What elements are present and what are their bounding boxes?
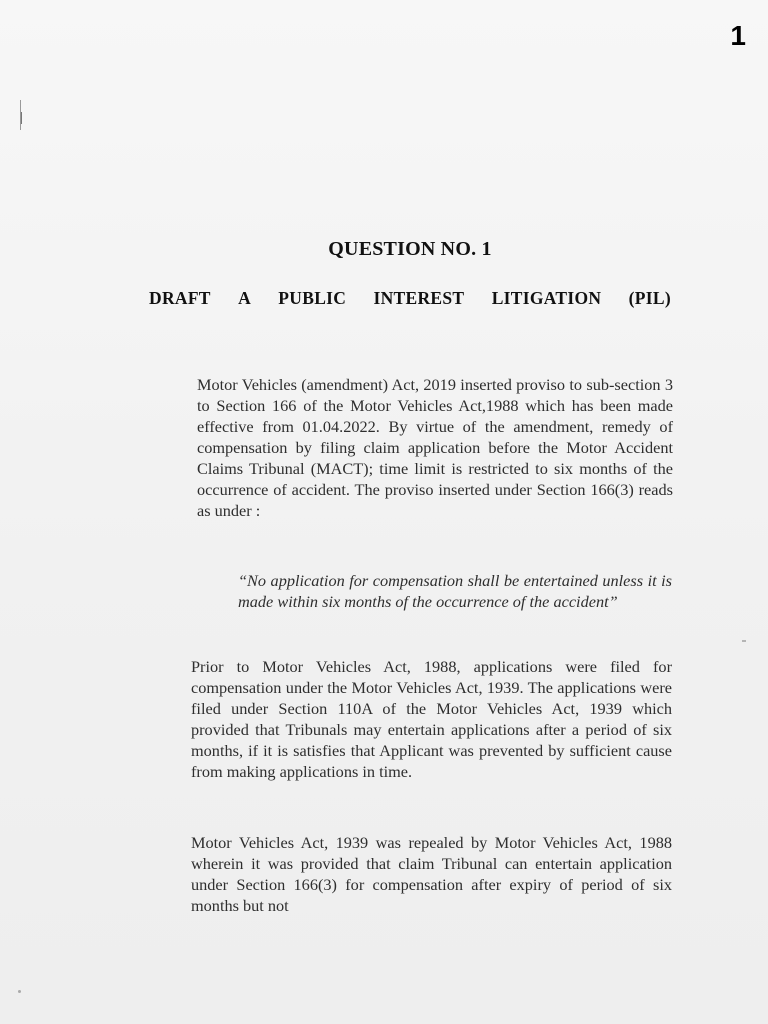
- scan-artifact: [742, 640, 746, 642]
- subtitle-word: (PIL): [628, 288, 671, 308]
- question-subtitle: [149, 288, 671, 309]
- scan-artifact: [18, 990, 21, 993]
- subtitle-word: INTEREST: [373, 288, 465, 308]
- question-title: QUESTION NO. 1: [328, 238, 492, 260]
- subtitle-word: DRAFT: [149, 288, 211, 308]
- subtitle-word: LITIGATION: [491, 288, 602, 308]
- paragraph-amendment: Motor Vehicles (amendment) Act, 2019 inserted proviso to sub-section 3 to Section 166 of the Motor Vehicles Act,1988 which has been made effective from 01.04.2022. By virtue of the amendment, remedy of compensation by filing claim application before the Motor Accident Claims Tribunal (MACT); time limit is restricted to six months of the occurrence of accident. The proviso inserted under Section 166(3) reads as under :: [197, 375, 673, 520]
- subtitle-word: PUBLIC: [278, 288, 347, 308]
- subtitle-word: A: [238, 288, 252, 308]
- proviso-quote: “No application for compensation shall be entertained unless it is made within six months of the occurrence of the accident”: [238, 571, 672, 611]
- paragraph-history: Prior to Motor Vehicles Act, 1988, applications were filed for compensation under the Motor Vehicles Act, 1939. The applications were filed under Section 110A of the Motor Vehicles Act, 1939 which provided that Tribunals may entertain applications after a period of six months, if it is satisfies that Applicant was prevented by sufficient cause from making applications in time.: [191, 657, 672, 781]
- page-number: 1: [730, 20, 746, 51]
- paragraph-repeal: Motor Vehicles Act, 1939 was repealed by Motor Vehicles Act, 1988 wherein it was provided that claim Tribunal can entertain application under Section 166(3) for compensation after expiry of period of six months but not: [191, 833, 672, 915]
- scan-artifact: [21, 112, 22, 124]
